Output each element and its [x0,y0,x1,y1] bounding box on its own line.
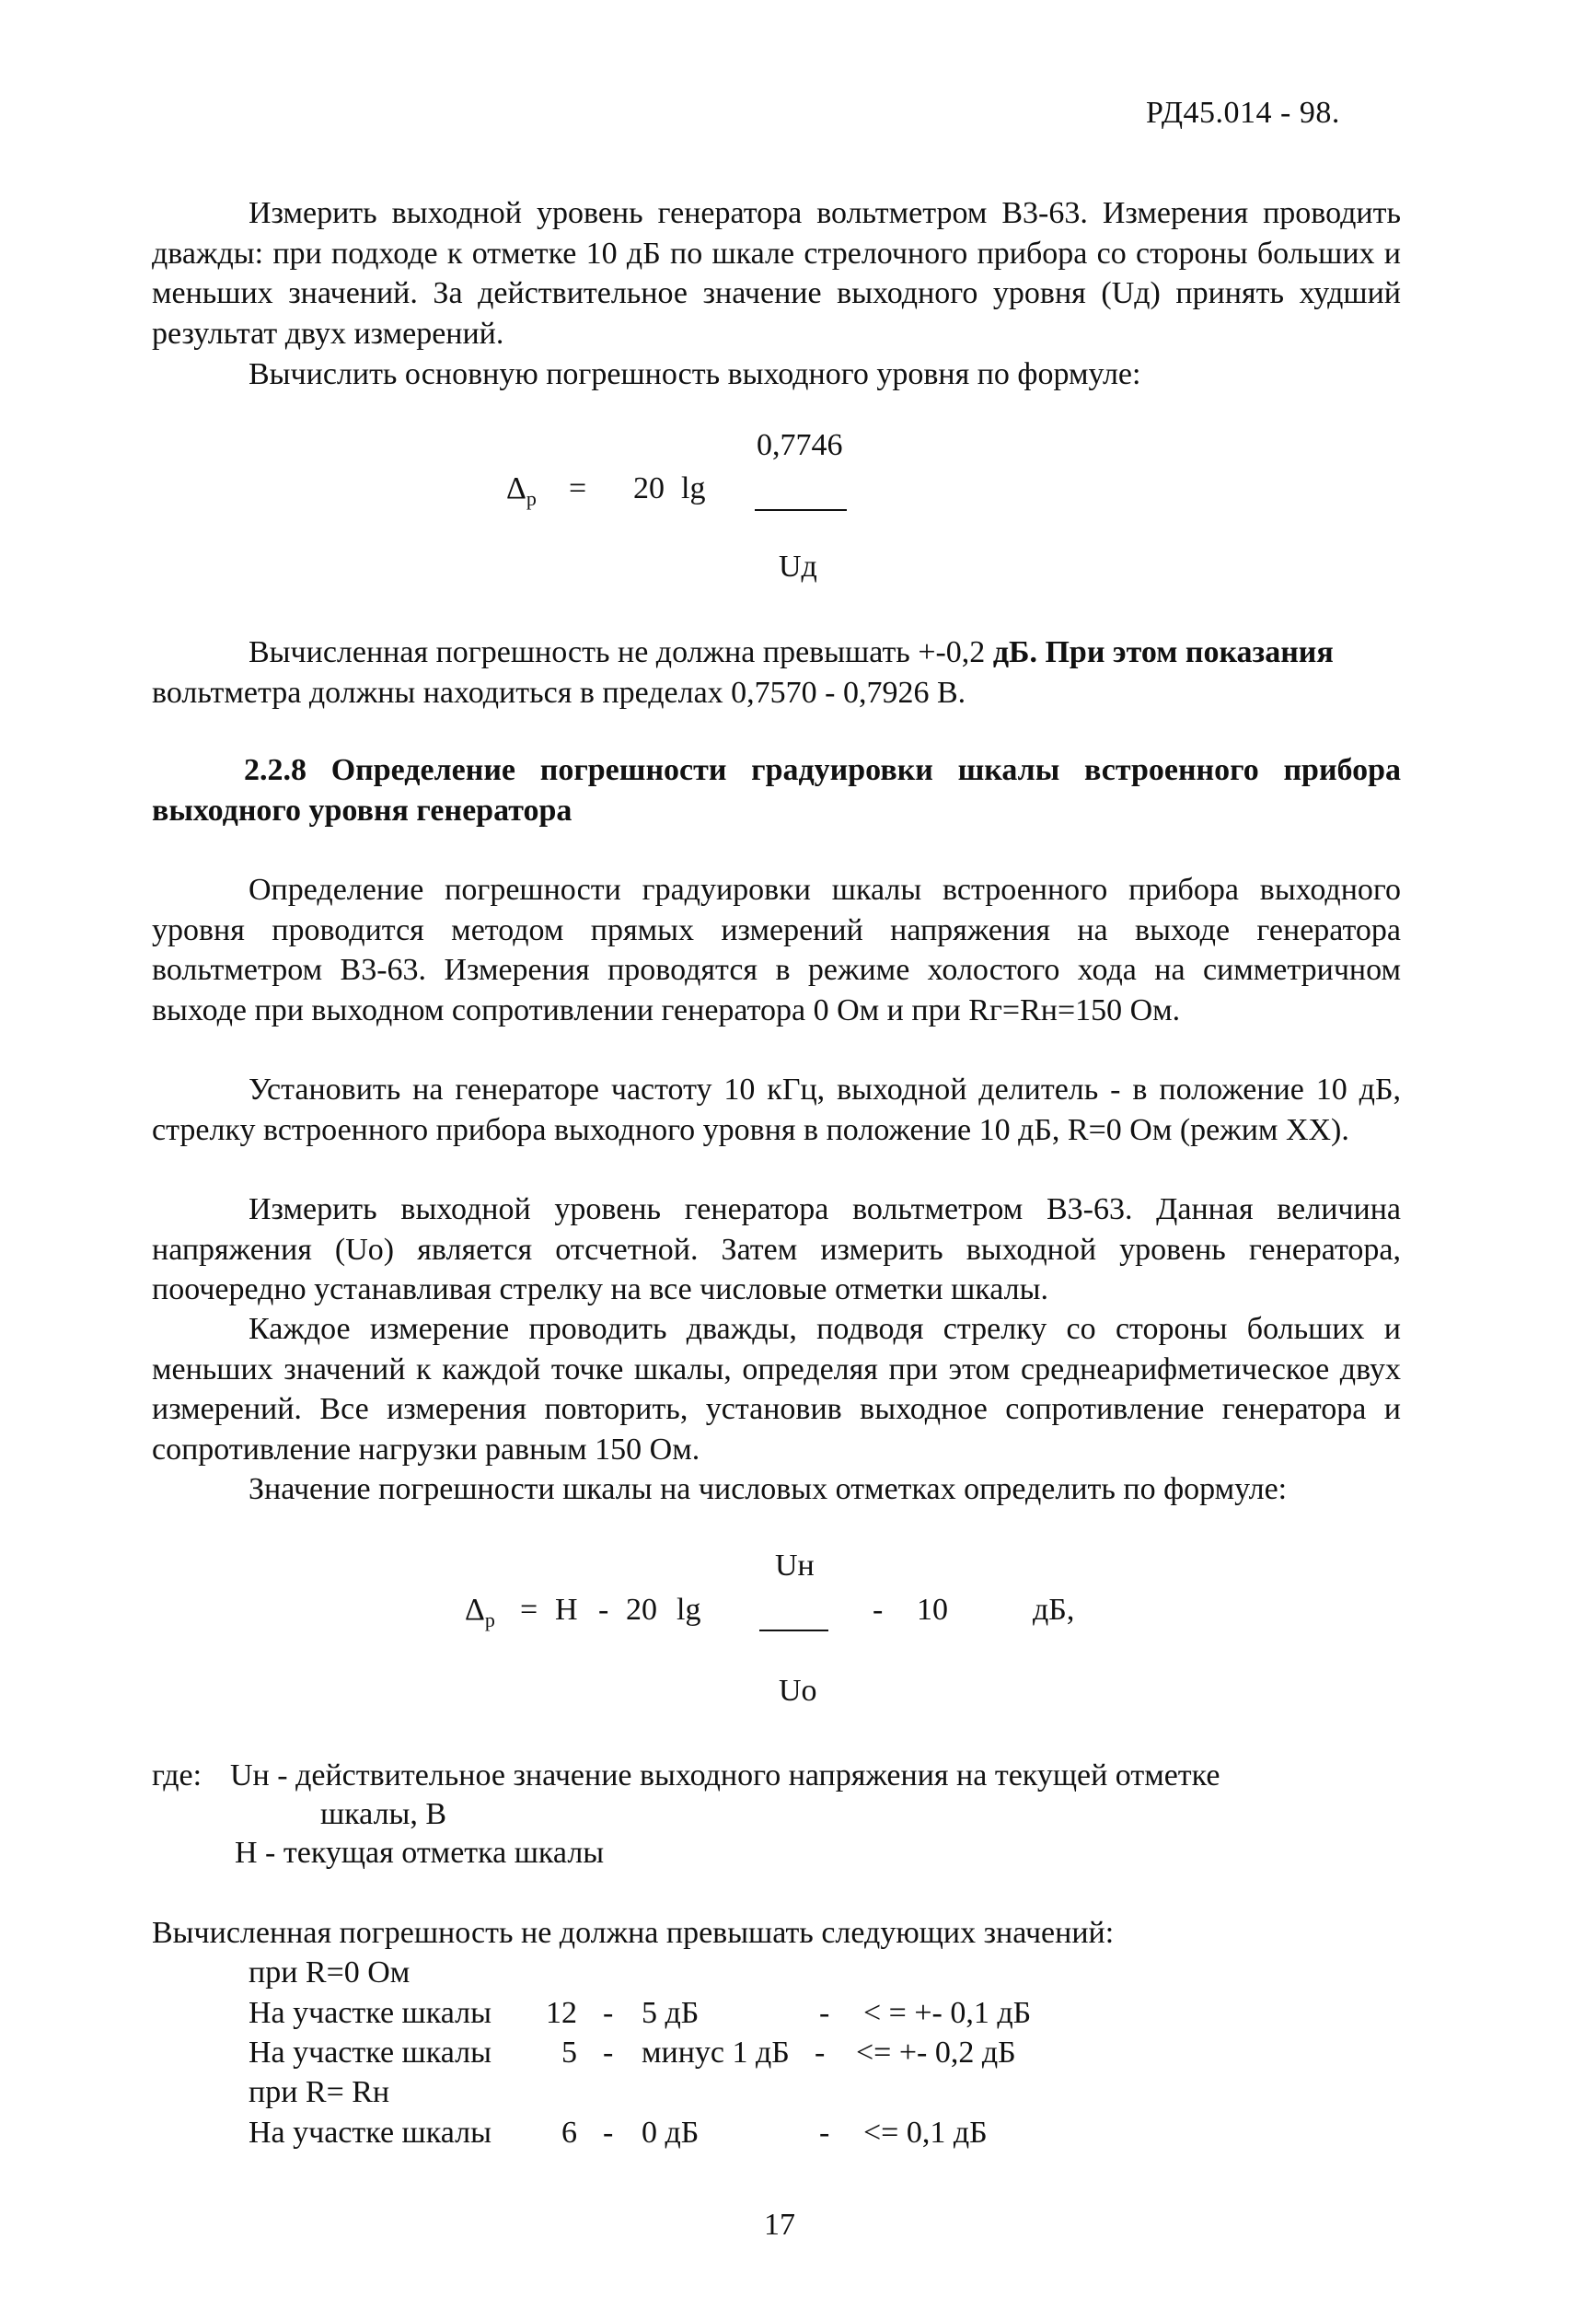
formula-1-equals: = [569,471,587,505]
body-paragraph-5: Значение погрешности шкалы на числовых отметках определить по формуле: [249,1472,1288,1506]
document-page: РД45.014 - 98. Измерить выходной уровень генератора вольтметром В3-63. Измерения проводить дважды: при подходе к отметке 10 дБ по шкале стрелочного прибора со стороны больших и меньших значений. За действительное значение выходного уровня (Uд) принять худший результат двух измерений. Вычислить основную погрешность выходного уровня по формуле: $\Delta_p$ = 20 lg 0,7746 Uд Вычисленная погрешность не должна превышать +-0,2 дБ. При этом показания вольтметра должны находиться в пределах 0,7570 - 0,7926 В. 2.2.8 Определение погрешности градуировки шкалы встроенного прибора выходного уровня генератора Определение погрешности градуировки шкалы встроенного прибора выходного уровня проводится методом прямых измерений напряжения на выходе генератора вольтметром В3-63. Измерения проводятся в режиме холостого хода на симметричном выходе при выходном сопротивлении генератора 0 Ом и при Rг=Rн=150 Ом. Установить на генераторе частоту 10 кГц, выходной делитель - в положение 10 дБ, стрелку встроенного прибора выходного уровня в положение 10 дБ, R=0 Ом (режим XX). Измерить выходной уровень генератора вольтметром В3-63. Данная величина напряжения (Uо) является отсчетной. Затем измерить выходной уровень генератора, поочередно устанавливая стрелку на все числовые отметки шкалы. Каждое измерение проводить дважды, подводя стрелку со стороны больших и меньших значений к каждой точке шкалы, определяя при этом среднеарифметическое двух измерений. Все измерения повторить, установив выходное сопротивление генератора и сопротивление нагрузки равным 150 Ом. Значение погрешности шкалы на числовых отметках определить по формуле: $\Delta_p$ = Н - 20 lg Uн Uо - 10 дБ, где: Uн - действительное значение выходного напряжения на текущей отметке шкалы, В Н - текущая отметка шкалы Вычисленная погрешность не должна превышать следующих значений: при R=0 Ом На участке шкалы 12 - 5 дБ - < = +- 0,1 дБ На участке шкалы 5 - минус 1 дБ - <= +- 0,2 дБ при R= Rн На участке шкалы 6 - 0 дБ - <= 0,1 дБ 17 [152,96,1401,2242]
formula-2-numerator: Uн [775,1549,815,1583]
body-paragraph-4: Каждое измерение проводить дважды, подводя стрелку со стороны больших и меньших значений к каждой точке шкалы, определяя при этом среднеарифметическое двух измерений. Все измерения повторить, установив выходное сопротивление генератора и сопротивление нагрузки равным 150 Ом. [152,1312,1401,1467]
where-h-definition: Н - текущая отметка шкалы [235,1836,605,1870]
formula-1-delta: $\Delta_p$ [506,471,537,510]
formula-1-fraction-bar [755,509,847,511]
formula-2-log: lg [677,1593,701,1627]
formula-2-equals: = [520,1593,538,1627]
limits-condition-r0: при R=0 Ом [249,1955,411,1990]
formula-2-delta: $\Delta_p$ [465,1593,495,1631]
formula-1-log: lg [681,471,706,505]
body-paragraph-2: Установить на генераторе частоту 10 кГц, выходной делитель - в положение 10 дБ, стрелку встроенного прибора выходного уровня в положение 10 дБ, R=0 Ом (режим XX). [152,1073,1401,1147]
formula-1-numerator: 0,7746 [757,428,843,462]
formula-2-fraction-bar [759,1630,828,1631]
formula-2-minus-2: - [873,1593,884,1627]
formula-2-ten: 10 [917,1593,948,1627]
formula-1-denominator: Uд [779,550,817,584]
where-u-definition: Uн - действительное значение выходного напряжения на текущей отметке [230,1758,1220,1792]
document-code: РД45.014 - 98. [1146,96,1340,130]
formula-2-h: Н [555,1593,578,1627]
formula-1-coef: 20 [633,471,665,505]
section-heading: 2.2.8 Определение погрешности градуировки шкалы встроенного прибора выходного уровня генератора [152,753,1401,828]
intro-paragraph-1: Измерить выходной уровень генератора вольтметром В3-63. Измерения проводить дважды: при подходе к отметке 10 дБ по шкале стрелочного прибора со стороны больших и меньших значений. За действительное значение выходного уровня (Uд) принять худший результат двух измерений. [152,196,1401,351]
formula-2-coef: 20 [626,1593,657,1627]
formula-2-minus-1: - [598,1593,609,1627]
body-paragraph-1: Определение погрешности градуировки шкалы встроенного прибора выходного уровня проводится методом прямых измерений напряжения на выходе генератора вольтметром В3-63. Измерения проводятся в режиме холостого хода на симметричном выходе при выходном сопротивлении генератора 0 Ом и при Rг=Rн=150 Ом. [152,873,1401,1027]
limits-intro: Вычисленная погрешность не должна превышать следующих значений: [152,1916,1115,1950]
formula-2-unit: дБ, [1033,1593,1075,1627]
formula-2-denominator: Uо [779,1674,817,1708]
body-paragraph-3: Измерить выходной уровень генератора вольтметром В3-63. Данная величина напряжения (Uо) является отсчетной. Затем измерить выходной уровень генератора, поочередно устанавливая стрелку на все числовые отметки шкалы. [152,1192,1401,1306]
page-number: 17 [764,2208,795,2242]
limits-condition-rn: при R= Rн [249,2075,390,2109]
where-u-definition-cont: шкалы, В [320,1797,447,1831]
result-paragraph-1: Вычисленная погрешность не должна превышать +-0,2 дБ. При этом показания вольтметра должны находиться в пределах 0,7570 - 0,7926 В. [152,635,1334,710]
intro-paragraph-2: Вычислить основную погрешность выходного уровня по формуле: [249,357,1141,391]
where-label: где: [152,1758,202,1792]
